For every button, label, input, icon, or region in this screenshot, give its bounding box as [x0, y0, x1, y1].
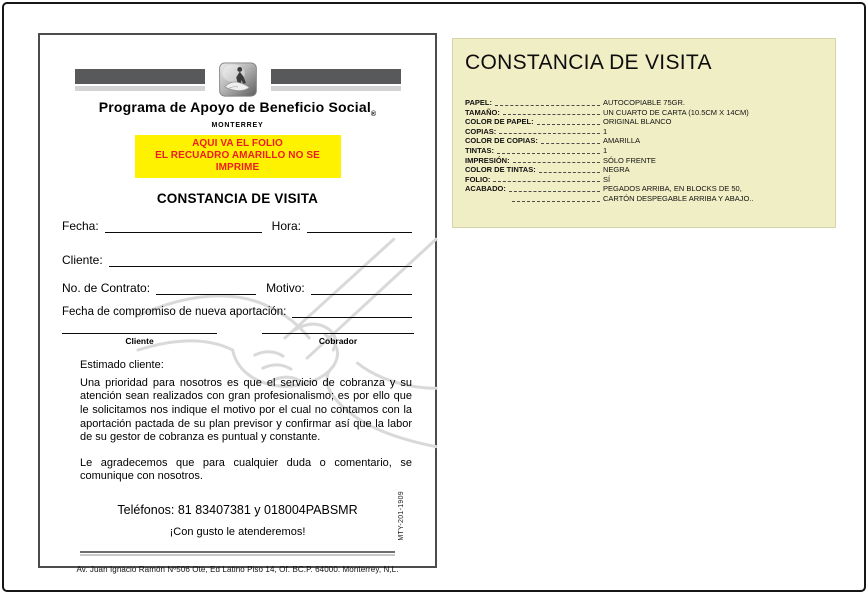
signature-row	[62, 333, 414, 346]
spec-row-label: TINTAS:	[465, 145, 495, 155]
brand-title-text: Programa de Apoyo de Beneficio Social	[98, 99, 371, 115]
constancia-form-card	[38, 33, 437, 574]
dash-leader	[541, 142, 600, 144]
compromiso-blank-line	[292, 304, 412, 318]
header-bar-right-light	[271, 86, 401, 91]
dash-leader	[499, 132, 600, 134]
print-specs-panel	[452, 38, 836, 228]
spec-row	[465, 98, 825, 108]
spec-row-label: COPIAS:	[465, 126, 497, 136]
spec-row-lead	[465, 136, 603, 146]
specs-title: CONSTANCIA DE VISITA	[465, 51, 712, 74]
folio-placeholder-box	[135, 135, 341, 178]
spec-row	[465, 117, 825, 127]
spec-row-lead	[465, 146, 603, 156]
spec-row	[465, 184, 825, 194]
fecha-label: Fecha:	[62, 218, 99, 233]
spec-row-value: SÍ	[603, 174, 611, 184]
dash-leader	[512, 200, 600, 202]
spec-row-label: PAPEL:	[465, 98, 492, 107]
dash-leader	[537, 123, 600, 125]
header-bar-left-dark	[75, 69, 205, 84]
field-row-cliente	[62, 253, 412, 267]
specs-list	[465, 98, 825, 204]
spec-row-value: SÓLO FRENTE	[603, 155, 656, 165]
field-row-contrato-motivo	[62, 281, 412, 295]
spec-row-label: COLOR DE COPIAS:	[465, 136, 538, 146]
footer-divider-light	[80, 554, 395, 556]
spec-row-lead	[465, 108, 603, 118]
address-line: Av. Juan Ignacio Ramón Nº506 Ote, Ed Latino Piso 14, Of. BC.P. 64000. Monterrey, N,L.	[76, 564, 399, 574]
dash-leader	[497, 152, 600, 154]
footer-divider-dark	[80, 551, 395, 553]
dash-leader	[539, 171, 600, 173]
header-bar-right-dark	[271, 69, 401, 84]
dash-leader	[509, 190, 600, 192]
footer-divider	[80, 551, 395, 556]
spec-row	[465, 136, 825, 146]
spec-row-label: COLOR DE TINTAS:	[465, 165, 536, 175]
motivo-blank-line	[311, 281, 412, 295]
spec-row-lead	[465, 117, 603, 127]
spec-row-label: IMPRESIÓN:	[465, 155, 510, 165]
vertical-form-code: MTY-201-1909	[398, 491, 405, 541]
folio-notice-line2: EL RECUADRO AMARILLO NO SE IMPRIME	[155, 149, 320, 173]
spec-row-value: UN CUARTO DE CARTA (10.5CM X 14CM)	[603, 107, 749, 117]
spec-row	[465, 175, 825, 185]
dash-leader	[495, 104, 600, 106]
spec-row-value: PEGADOS ARRIBA, EN BLOCKS DE 50,	[603, 184, 742, 194]
signature-label-cobrador: Cobrador	[318, 335, 358, 346]
header-bar-right	[271, 69, 401, 91]
brand-logo-hand-person-icon	[218, 62, 258, 97]
spec-row-lead	[465, 184, 603, 194]
spec-row	[465, 108, 825, 118]
signature-line-cliente	[62, 333, 217, 334]
body-paragraph-1: Una prioridad para nosotros es que el servicio de cobranza y su atención sean realizados con gran profesionalismo; es por ello que le solicitamos nos indique el motivo por el cual no contamos con la aportación pactada de su plan previsor y confirmar así que la labor de su gestor de cobranza es puntual y constante.	[80, 376, 412, 444]
spec-row-value: ORIGINAL BLANCO	[603, 117, 672, 127]
folio-notice-line1: AQUI VA EL FOLIO	[192, 137, 283, 149]
spec-row-lead	[465, 127, 603, 137]
cliente-blank-line	[109, 253, 412, 267]
field-row-fecha-hora	[62, 219, 412, 233]
fecha-blank-line	[105, 219, 262, 233]
spec-row-label: TAMAÑO:	[465, 107, 500, 117]
field-row-compromiso	[62, 304, 412, 318]
hora-label: Hora:	[271, 218, 301, 233]
signature-block-cliente	[62, 333, 217, 346]
spec-row	[465, 156, 825, 166]
spec-row-value: 1	[603, 126, 608, 136]
spec-row-lead	[465, 98, 603, 108]
contrato-label: No. de Contrato:	[62, 280, 151, 295]
salutation: Estimado cliente:	[80, 358, 164, 371]
registered-mark: ®	[370, 110, 377, 118]
spec-row-value: AUTOCOPIABLE 75GR.	[603, 98, 685, 107]
hora-blank-line	[307, 219, 412, 233]
brand-header	[40, 62, 435, 97]
spec-row	[465, 146, 825, 156]
spec-row-lead	[465, 175, 603, 185]
spec-row-value: AMARILLA	[603, 136, 641, 146]
cliente-label: Cliente:	[62, 252, 103, 267]
spec-row	[465, 165, 825, 175]
spec-row	[465, 194, 825, 204]
spec-row-label: FOLIO:	[465, 174, 491, 184]
dash-leader	[513, 161, 600, 163]
phones-line: Teléfonos: 81 83407381 y 018004PABSMR	[117, 502, 358, 517]
header-bar-left-light	[75, 86, 205, 91]
contrato-blank-line	[156, 281, 256, 295]
brand-title	[40, 99, 435, 118]
dash-leader	[493, 180, 600, 182]
spec-row-value: NEGRA	[603, 165, 630, 175]
signature-line-cobrador	[262, 333, 414, 334]
compromiso-label: Fecha de compromiso de nueva aportación:	[62, 305, 287, 318]
spec-row	[465, 127, 825, 137]
brand-subtitle: MONTERREY	[211, 121, 264, 129]
form-heading: CONSTANCIA DE VISITA	[156, 190, 319, 206]
body-paragraph-2: Le agradecemos que para cualquier duda o comentario, se comunique con nosotros.	[80, 456, 412, 483]
spec-row-lead	[465, 165, 603, 175]
spec-row-value: 1	[603, 145, 608, 155]
spec-row-lead	[465, 156, 603, 166]
spec-row-value: CARTÓN DESPEGABLE ARRIBA Y ABAJO..	[603, 193, 754, 203]
closing-line: ¡Con gusto le atenderemos!	[169, 525, 306, 538]
dash-leader	[503, 113, 600, 115]
motivo-label: Motivo:	[266, 280, 305, 295]
signature-label-cliente: Cliente	[125, 335, 154, 346]
signature-block-cobrador	[262, 333, 414, 346]
spec-row-label: ACABADO:	[465, 184, 506, 194]
spec-row-label: COLOR DE PAPEL:	[465, 117, 534, 127]
header-bar-left	[75, 69, 205, 91]
spec-row-lead	[465, 200, 603, 204]
